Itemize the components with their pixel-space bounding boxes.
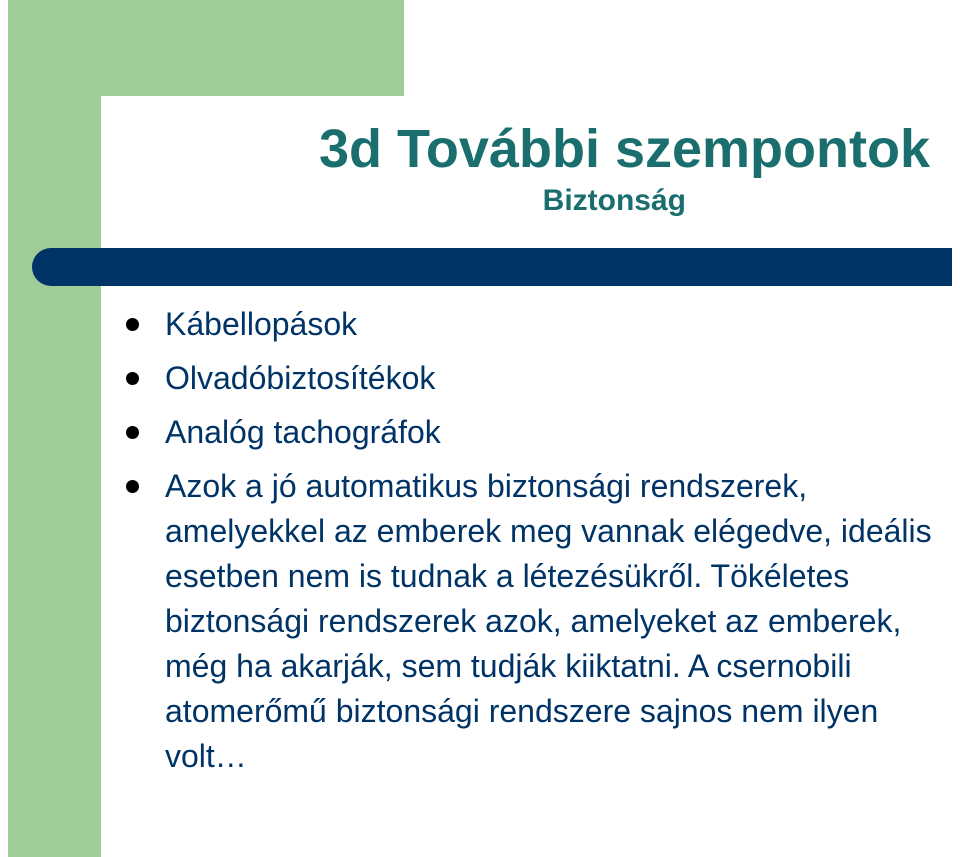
list-item <box>120 356 950 401</box>
list-item <box>120 302 950 347</box>
bullet-dot-icon <box>126 426 139 439</box>
title-block <box>260 120 930 179</box>
bullet-text: Kábellopások <box>165 306 358 342</box>
slide-subtitle: Biztonság <box>542 184 686 217</box>
list-item <box>120 464 950 779</box>
bullet-dot-icon <box>126 372 139 385</box>
decorative-green-sidebar <box>8 0 101 857</box>
list-item <box>120 410 950 455</box>
bullet-text: Azok a jó automatikus biztonsági rendszerek, amelyekkel az emberek meg vannak elégedve, ideális esetben nem is tudnak a létezésükről. Tökéletes biztonsági rendszerek azok, amelyeket az emberek, még ha akarják, sem tudják kiiktatni. A csernobili atomerőmű biztonsági rendszere sajnos nem ilyen volt… <box>165 468 932 774</box>
bullet-dot-icon <box>126 480 139 493</box>
bullet-text: Analóg tachográfok <box>165 414 441 450</box>
slide-title: 3d További szempontok <box>318 119 930 179</box>
bullet-list <box>120 302 950 788</box>
decorative-green-header-block <box>8 0 404 96</box>
bullet-dot-icon <box>126 318 139 331</box>
decorative-navy-bar <box>32 248 952 286</box>
bullet-text: Olvadóbiztosítékok <box>165 360 436 396</box>
decorative-rounded-corner <box>101 96 171 166</box>
